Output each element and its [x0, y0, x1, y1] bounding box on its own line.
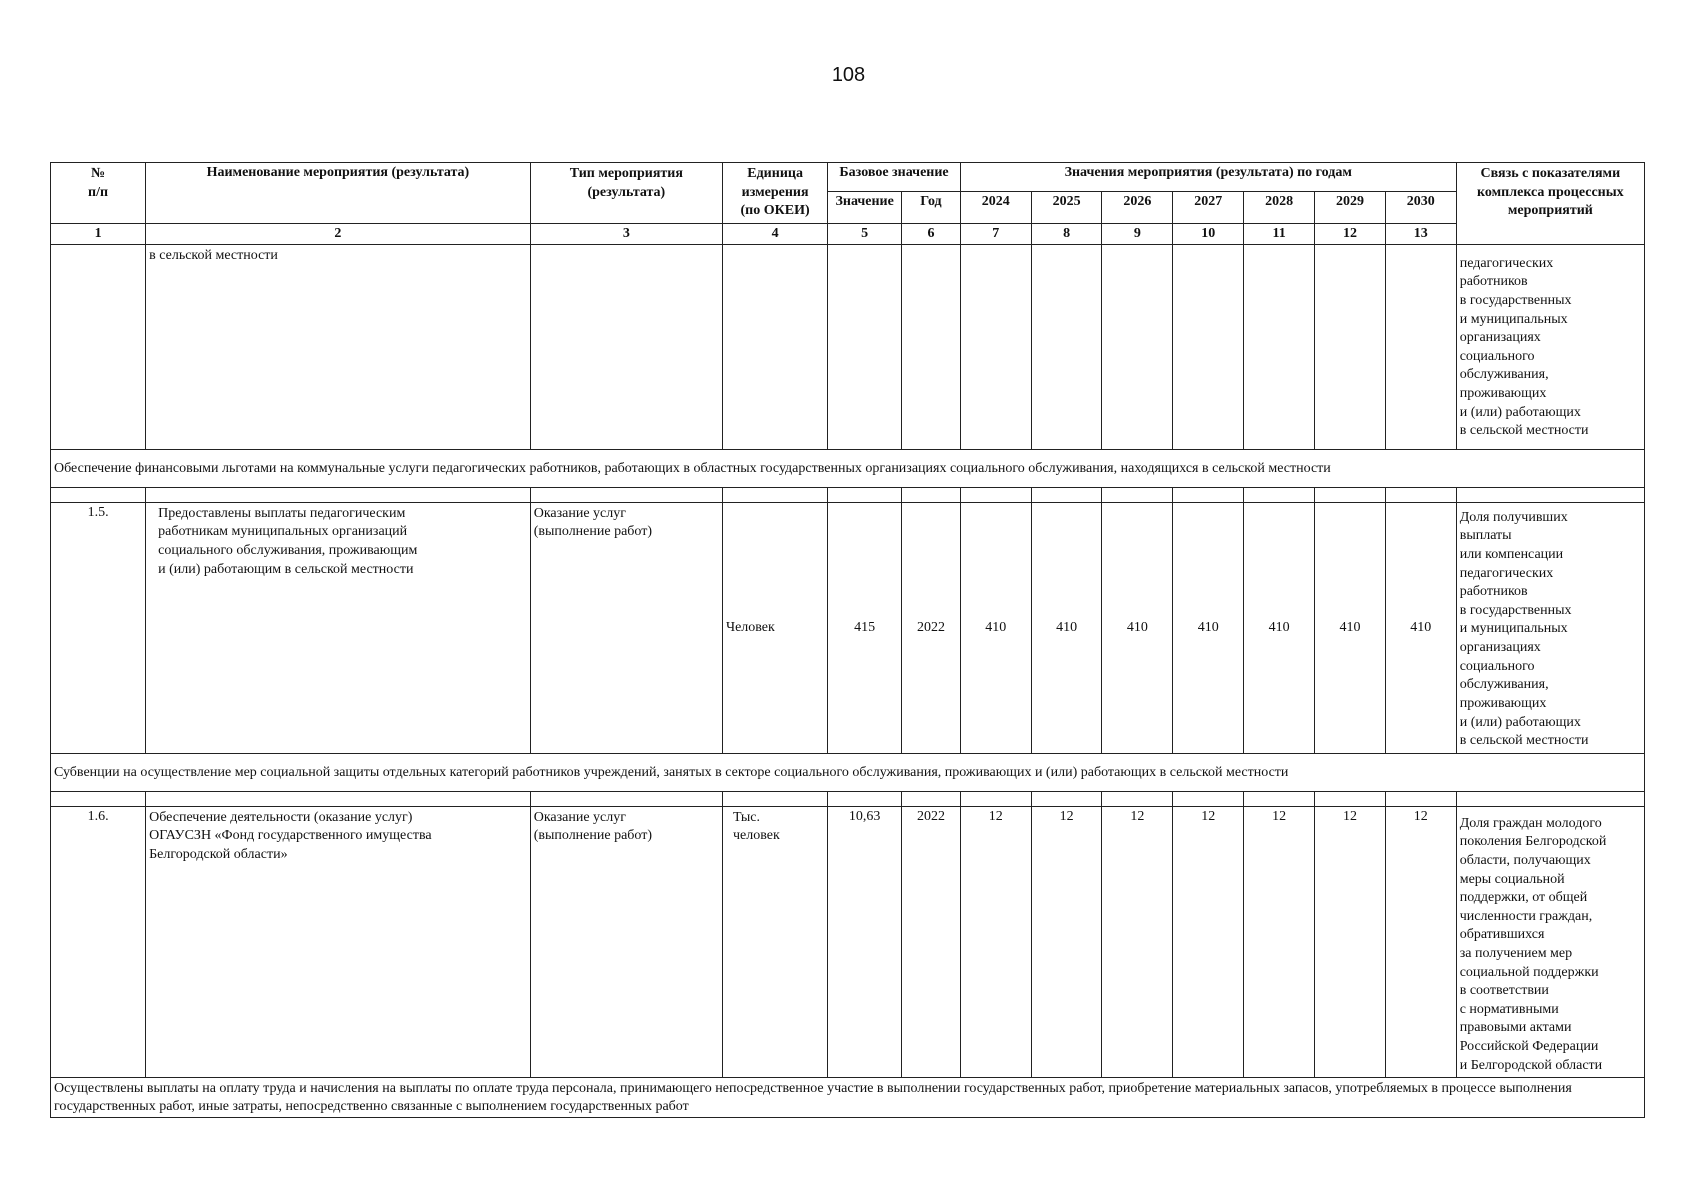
header-base-year: Год [902, 191, 961, 223]
header-year: 2024 [960, 191, 1031, 223]
table-row [51, 806, 1645, 1078]
row-link: Доля получивших выплаты или компенсации педагогических работников в государственных и муниципальных организациях социального обслуживания, проживающих и (или) работающих в сельской местности [1456, 502, 1644, 753]
row-year-value: 410 [1031, 502, 1102, 753]
column-number: 12 [1315, 223, 1386, 244]
row-year-value: 410 [1385, 502, 1456, 753]
column-number: 5 [828, 223, 902, 244]
row-base-year: 2022 [902, 502, 961, 753]
row-base-year: 2022 [902, 806, 961, 1078]
row-name: в сельской местности [146, 244, 531, 449]
header-year: 2029 [1315, 191, 1386, 223]
column-number: 10 [1173, 223, 1244, 244]
column-number: 3 [530, 223, 722, 244]
row-year-value: 410 [1173, 502, 1244, 753]
section-title: Субвенции на осуществление мер социальной защиты отдельных категорий работников учреждений, занятых в секторе социального обслуживания, проживающих и (или) работающих в сельской местности [51, 753, 1645, 791]
row-base-value: 10,63 [828, 806, 902, 1078]
row-year-value: 12 [1173, 806, 1244, 1078]
row-year-value: 12 [1385, 806, 1456, 1078]
column-number: 13 [1385, 223, 1456, 244]
row-year-value: 12 [960, 806, 1031, 1078]
section-row [51, 449, 1645, 487]
header-year: 2026 [1102, 191, 1173, 223]
section-row [51, 753, 1645, 791]
row-link: Доля граждан молодого поколения Белгородской области, получающих меры социальной поддержки, от общей численности граждан, обратившихся за получением мер социальной поддержки в соответствии с нормативными правовыми актами Российской Федерации и Белгородской области [1456, 806, 1644, 1078]
column-number: 6 [902, 223, 961, 244]
row-type: Оказание услуг (выполнение работ) [530, 806, 722, 1078]
table-row-continuation [51, 244, 1645, 449]
row-year-value: 410 [960, 502, 1031, 753]
section-title: Обеспечение финансовыми льготами на коммунальные услуги педагогических работников, работающих в областных государственных организациях социального обслуживания, находящихся в сельской местности [51, 449, 1645, 487]
header-year: 2030 [1385, 191, 1456, 223]
column-number: 11 [1244, 223, 1315, 244]
header-base: Базовое значение [828, 163, 961, 192]
column-number-row [51, 223, 1645, 244]
row-num: 1.5. [51, 502, 146, 753]
activities-table [50, 162, 1645, 1118]
header-year: 2025 [1031, 191, 1102, 223]
header-row-1 [51, 163, 1645, 192]
row-type: Оказание услуг (выполнение работ) [530, 502, 722, 753]
header-name: Наименование мероприятия (результата) [146, 163, 531, 224]
header-unit: Единица измерения (по ОКЕИ) [722, 163, 827, 224]
section-row [51, 1078, 1645, 1118]
column-number: 7 [960, 223, 1031, 244]
row-name: Предоставлены выплаты педагогическим работникам муниципальных организаций социального обслуживания, проживающим и (или) работающим в сельской местности [146, 502, 531, 753]
table-row [51, 502, 1645, 753]
header-link: Связь с показателями комплекса процессных мероприятий [1456, 163, 1644, 245]
section-title: Осуществлены выплаты на оплату труда и начисления на выплаты по оплате труда персонала, принимающего непосредственное участие в выполнении государственных работ, приобретение материальных запасов, употребляемых в процессе выполнения государственных работ, иные затраты, непосредственно связанные с выполнением государственных работ [51, 1078, 1645, 1118]
page-number: 108 [831, 64, 866, 86]
row-year-value: 12 [1031, 806, 1102, 1078]
row-unit: Тыс. человек [722, 806, 827, 1078]
header-base-value: Значение [828, 191, 902, 223]
row-year-value: 410 [1315, 502, 1386, 753]
header-num: № п/п [51, 163, 146, 224]
row-year-value: 12 [1244, 806, 1315, 1078]
column-number: 8 [1031, 223, 1102, 244]
column-number: 2 [146, 223, 531, 244]
column-number: 4 [722, 223, 827, 244]
row-year-value: 410 [1102, 502, 1173, 753]
column-number: 1 [51, 223, 146, 244]
header-type: Тип мероприятия (результата) [530, 163, 722, 224]
row-year-value: 410 [1244, 502, 1315, 753]
row-name: Обеспечение деятельности (оказание услуг) ОГАУСЗН «Фонд государственного имущества Белгородской области» [146, 806, 531, 1078]
header-years-group: Значения мероприятия (результата) по годам [960, 163, 1456, 192]
row-num: 1.6. [51, 806, 146, 1078]
row-base-value: 415 [828, 502, 902, 753]
row-year-value: 12 [1315, 806, 1386, 1078]
header-year: 2027 [1173, 191, 1244, 223]
row-unit: Человек [722, 502, 827, 753]
row-year-value: 12 [1102, 806, 1173, 1078]
header-year: 2028 [1244, 191, 1315, 223]
column-number: 9 [1102, 223, 1173, 244]
row-link: педагогических работников в государственных и муниципальных организациях социального обслуживания, проживающих и (или) работающих в сельской местности [1456, 244, 1644, 449]
